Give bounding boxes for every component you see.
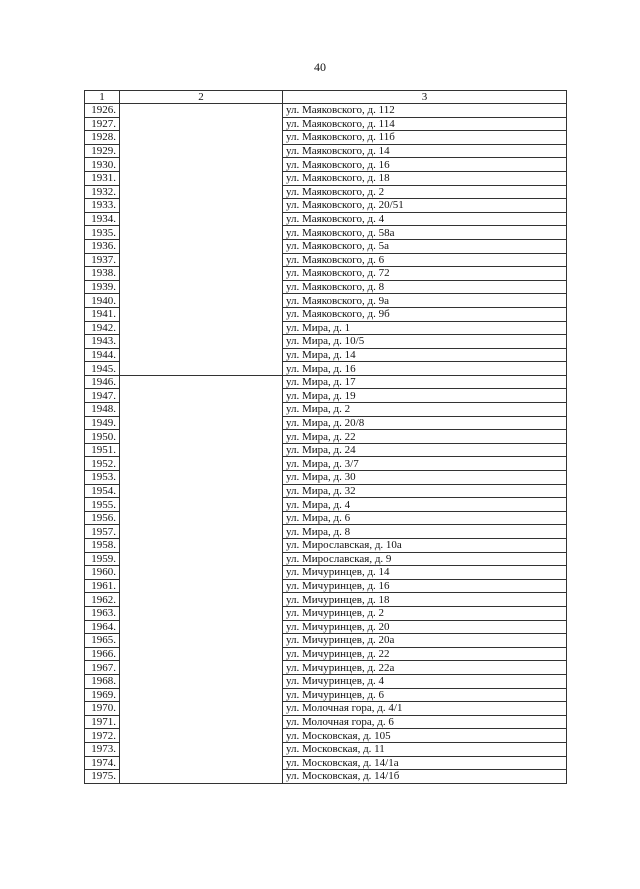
page-number: 40 [314,60,326,74]
row-number: 1973. [85,742,120,756]
row-number: 1955. [85,498,120,512]
table-header-row [85,91,567,104]
address-cell: ул. Маяковского, д. 58а [283,226,567,240]
address-cell: ул. Мира, д. 24 [283,443,567,457]
address-cell: ул. Московская, д. 14/1а [283,756,567,770]
row-number: 1934. [85,212,120,226]
table-row [85,104,567,118]
address-cell: ул. Мира, д. 10/5 [283,335,567,349]
address-cell: ул. Мирославская, д. 9 [283,552,567,566]
row-number: 1949. [85,416,120,430]
row-number: 1960. [85,566,120,580]
address-cell: ул. Маяковского, д. 4 [283,212,567,226]
row-number: 1968. [85,674,120,688]
address-cell: ул. Маяковского, д. 8 [283,280,567,294]
address-cell: ул. Маяковского, д. 20/51 [283,199,567,213]
row-number: 1926. [85,104,120,118]
row-number: 1954. [85,484,120,498]
address-cell: ул. Мира, д. 30 [283,471,567,485]
row-number: 1969. [85,688,120,702]
row-number: 1937. [85,253,120,267]
row-number: 1938. [85,267,120,281]
row-number: 1965. [85,634,120,648]
row-number: 1944. [85,348,120,362]
row-number: 1941. [85,307,120,321]
row-number: 1942. [85,321,120,335]
row-number: 1953. [85,471,120,485]
row-number: 1958. [85,539,120,553]
address-cell: ул. Мира, д. 20/8 [283,416,567,430]
row-number: 1945. [85,362,120,376]
address-cell: ул. Мира, д. 19 [283,389,567,403]
address-cell: ул. Мичуринцев, д. 20а [283,634,567,648]
row-number: 1947. [85,389,120,403]
row-number: 1972. [85,729,120,743]
row-number: 1952. [85,457,120,471]
column-header-3: 3 [283,91,567,104]
column-2-empty-cell [120,104,283,376]
address-cell: ул. Мира, д. 17 [283,375,567,389]
row-number: 1929. [85,144,120,158]
row-number: 1948. [85,403,120,417]
address-cell: ул. Маяковского, д. 114 [283,117,567,131]
address-cell: ул. Мичуринцев, д. 22 [283,647,567,661]
row-number: 1970. [85,702,120,716]
address-cell: ул. Мира, д. 6 [283,511,567,525]
address-cell: ул. Мира, д. 16 [283,362,567,376]
row-number: 1946. [85,375,120,389]
row-number: 1927. [85,117,120,131]
address-cell: ул. Мичуринцев, д. 20 [283,620,567,634]
row-number: 1966. [85,647,120,661]
address-cell: ул. Маяковского, д. 2 [283,185,567,199]
address-cell: ул. Маяковского, д. 14 [283,144,567,158]
address-cell: ул. Мирославская, д. 10а [283,539,567,553]
row-number: 1940. [85,294,120,308]
row-number: 1974. [85,756,120,770]
row-number: 1936. [85,239,120,253]
address-cell: ул. Молочная гора, д. 6 [283,715,567,729]
address-cell: ул. Мичуринцев, д. 2 [283,606,567,620]
row-number: 1963. [85,606,120,620]
address-cell: ул. Московская, д. 11 [283,742,567,756]
address-cell: ул. Маяковского, д. 72 [283,267,567,281]
address-table [84,90,567,784]
address-cell: ул. Маяковского, д. 6 [283,253,567,267]
row-number: 1967. [85,661,120,675]
row-number: 1935. [85,226,120,240]
row-number: 1943. [85,335,120,349]
table-row [85,375,567,389]
address-cell: ул. Мира, д. 4 [283,498,567,512]
address-cell: ул. Мира, д. 1 [283,321,567,335]
address-cell: ул. Маяковского, д. 16 [283,158,567,172]
address-cell: ул. Мира, д. 2 [283,403,567,417]
row-number: 1932. [85,185,120,199]
address-cell: ул. Маяковского, д. 18 [283,171,567,185]
column-header-2: 2 [120,91,283,104]
row-number: 1962. [85,593,120,607]
address-cell: ул. Маяковского, д. 9б [283,307,567,321]
row-number: 1928. [85,131,120,145]
row-number: 1956. [85,511,120,525]
row-number: 1931. [85,171,120,185]
address-cell: ул. Маяковского, д. 5а [283,239,567,253]
address-cell: ул. Маяковского, д. 11б [283,131,567,145]
row-number: 1961. [85,579,120,593]
row-number: 1975. [85,770,120,784]
column-header-1: 1 [85,91,120,104]
address-cell: ул. Мира, д. 8 [283,525,567,539]
row-number: 1930. [85,158,120,172]
column-2-empty-cell [120,375,283,783]
address-cell: ул. Мира, д. 3/7 [283,457,567,471]
row-number: 1939. [85,280,120,294]
address-cell: ул. Мичуринцев, д. 16 [283,579,567,593]
row-number: 1951. [85,443,120,457]
row-number: 1959. [85,552,120,566]
address-cell: ул. Мира, д. 14 [283,348,567,362]
table-body [85,104,567,784]
address-cell: ул. Московская, д. 105 [283,729,567,743]
address-cell: ул. Московская, д. 14/1б [283,770,567,784]
address-cell: ул. Мира, д. 32 [283,484,567,498]
address-cell: ул. Мичуринцев, д. 4 [283,674,567,688]
address-cell: ул. Маяковского, д. 112 [283,104,567,118]
row-number: 1933. [85,199,120,213]
row-number: 1957. [85,525,120,539]
row-number: 1964. [85,620,120,634]
row-number: 1950. [85,430,120,444]
address-cell: ул. Мичуринцев, д. 22а [283,661,567,675]
row-number: 1971. [85,715,120,729]
address-cell: ул. Маяковского, д. 9а [283,294,567,308]
address-cell: ул. Мичуринцев, д. 14 [283,566,567,580]
address-cell: ул. Молочная гора, д. 4/1 [283,702,567,716]
address-cell: ул. Мичуринцев, д. 18 [283,593,567,607]
address-cell: ул. Мира, д. 22 [283,430,567,444]
address-cell: ул. Мичуринцев, д. 6 [283,688,567,702]
